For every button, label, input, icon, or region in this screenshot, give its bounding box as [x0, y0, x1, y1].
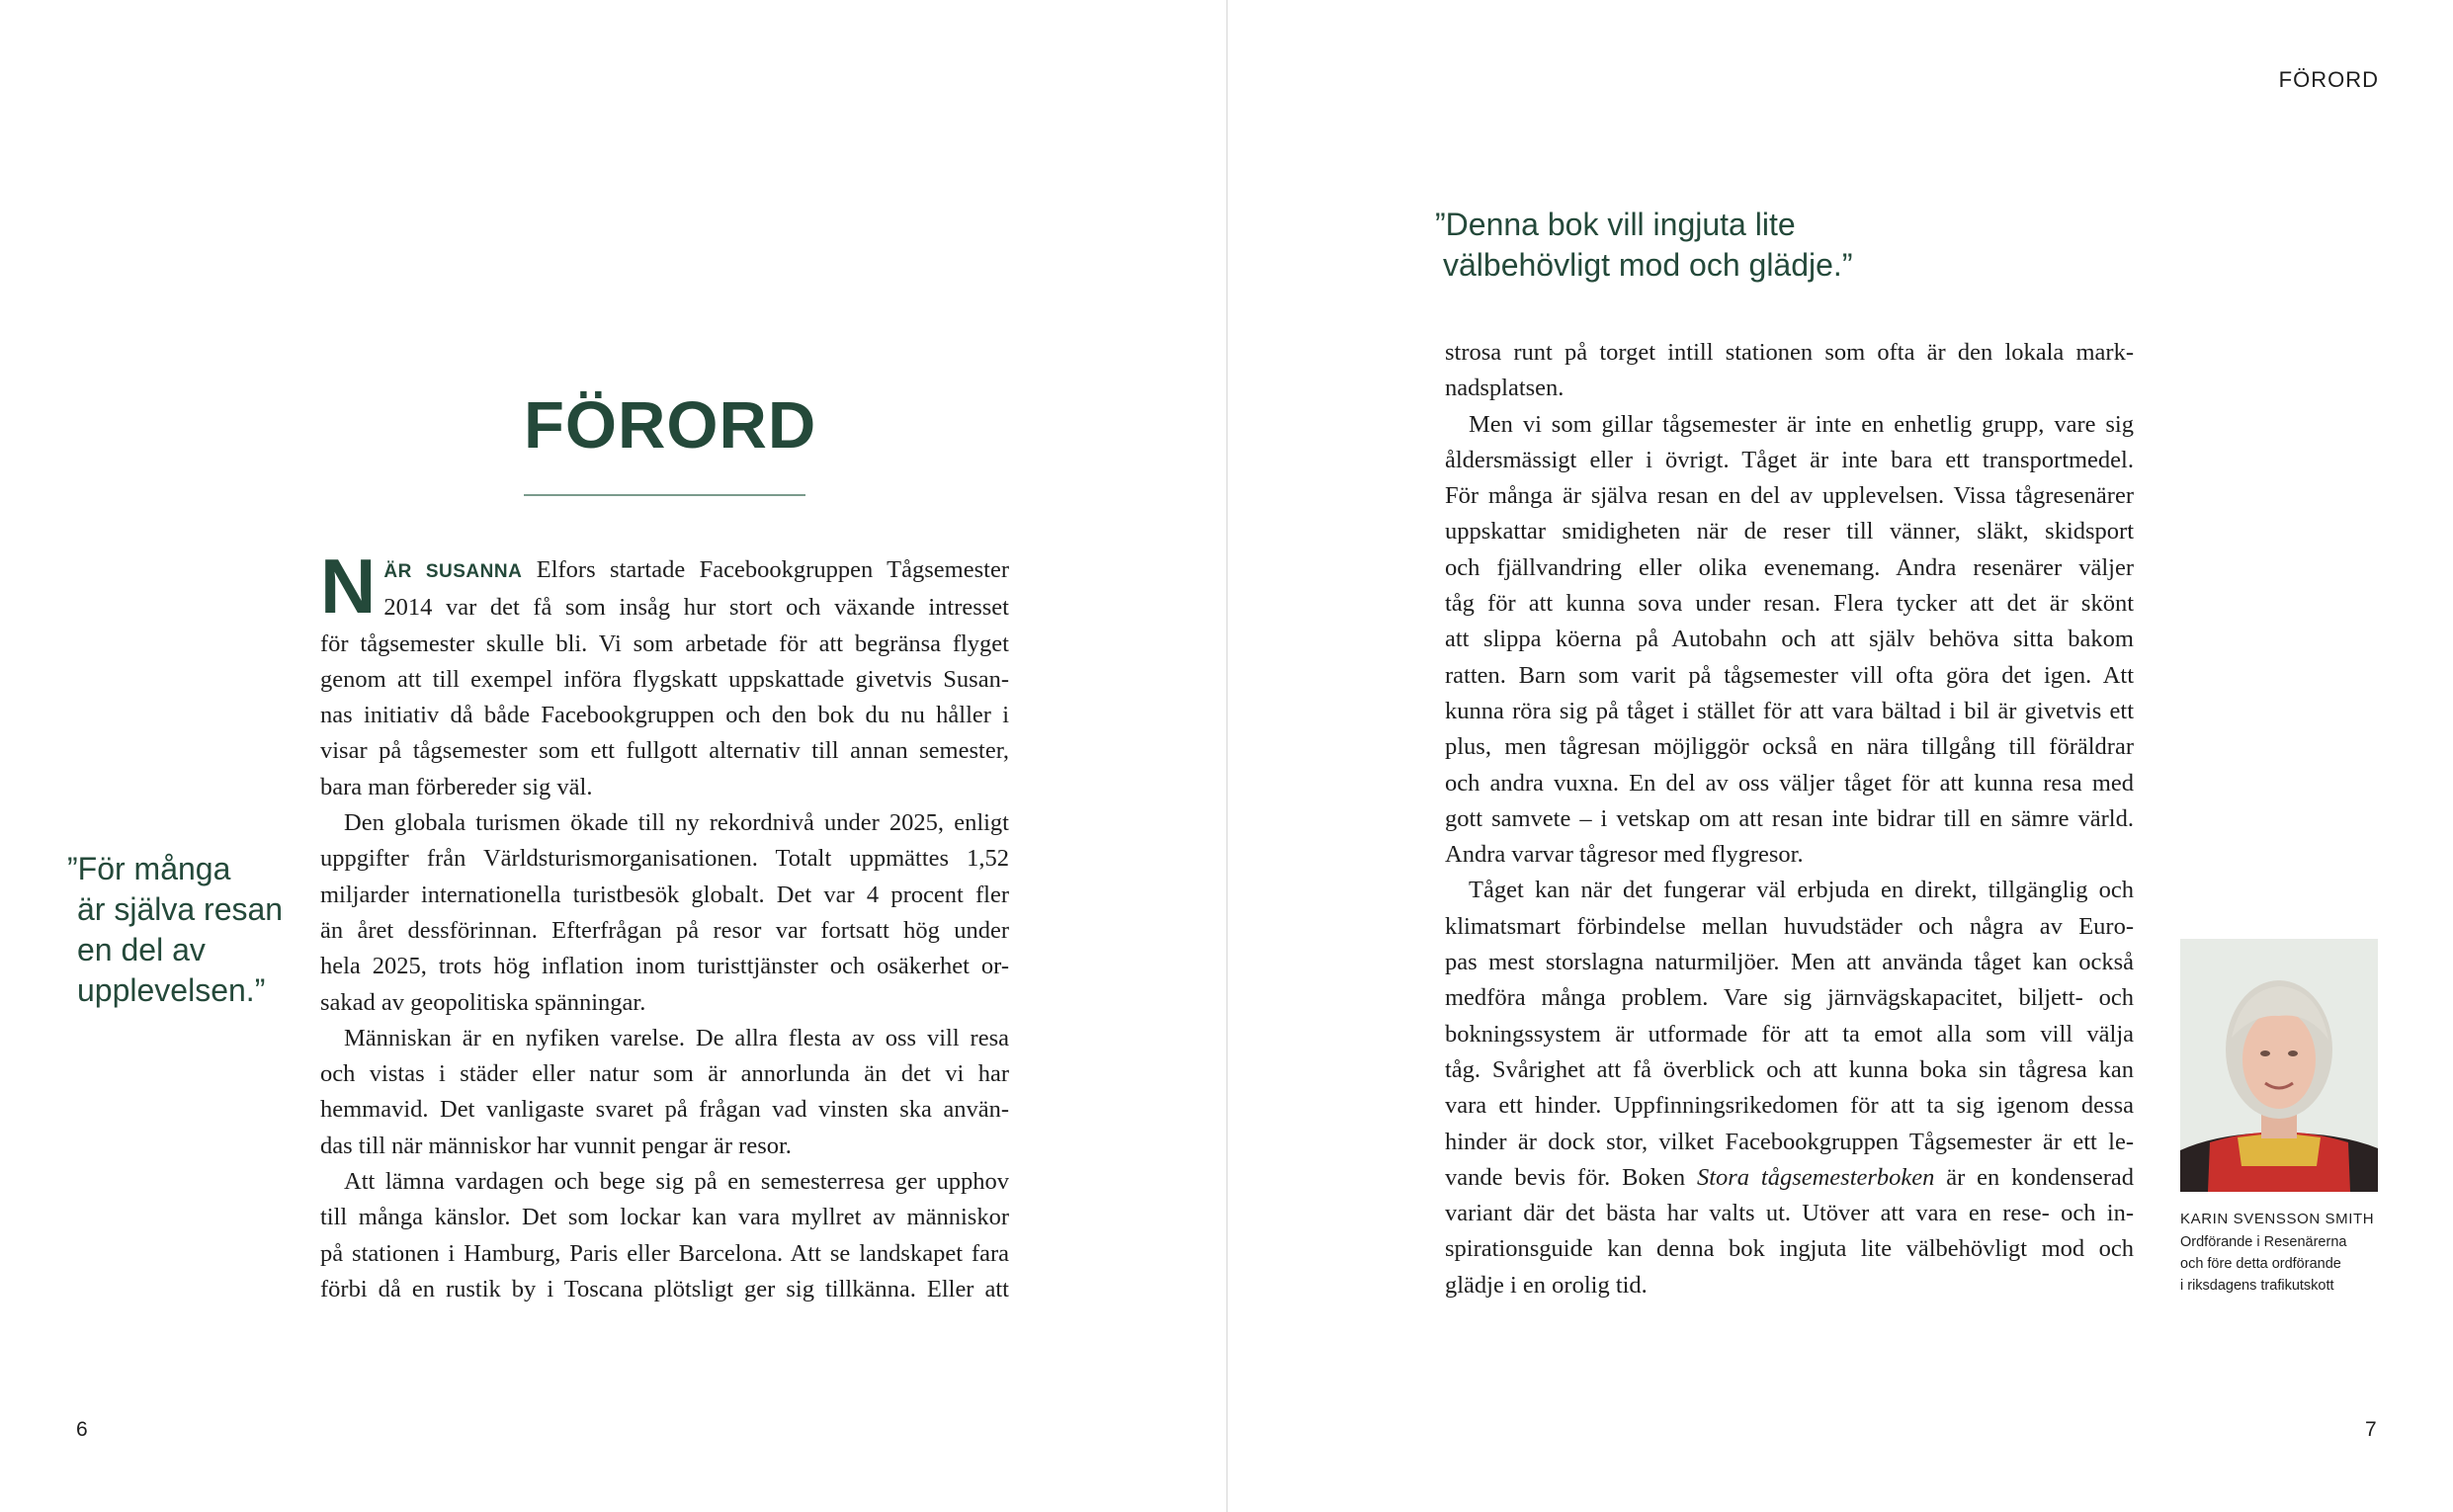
body-line: Tåget kan när det fungerar väl erbjuda en direkt, tillgänglig och — [1469, 877, 2134, 904]
left-pull-quote — [67, 849, 283, 1011]
body-line: uppgifter från Världsturismorganisationen. Totalt uppmättes 1,52 — [320, 845, 1009, 873]
body-line: och andra vuxna. En del av oss väljer tåget för att kunna resa med — [1445, 769, 2134, 797]
lead-in: ÄR SUSANNA — [383, 561, 523, 582]
body-line: uppskattar smidigheten när de reser till vänner, släkt, skidsport — [1445, 518, 2134, 546]
body-line: miljarder internationella turistbesök globalt. Det var 4 procent fler — [320, 881, 1009, 908]
body-line: bokningssystem är utformade för att ta emot alla som vill välja — [1445, 1020, 2134, 1048]
body-line: Den globala turismen ökade till ny rekordnivå under 2025, enligt — [344, 809, 1009, 837]
body-line: än året dessförinnan. Efterfrågan på resor var fortsatt hög under — [320, 916, 1009, 944]
body-line: att slippa köerna på Autobahn och att själv behöva sitta bakom — [1445, 626, 2134, 653]
left-page — [0, 0, 1226, 1512]
caption-name: KARIN SVENSSON SMITH — [2180, 1211, 2375, 1227]
pull-quote-line: välbehövligt mod och glädje.” — [1443, 247, 1853, 283]
body-line: Andra varvar tågresor med flygresor. — [1445, 841, 1804, 869]
body-line: kunna röra sig på tåget i stället för att vara bältad i bil är givetvis ett — [1445, 697, 2134, 724]
body-line: klimatsmart förbindelse mellan huvudstäder och några av Euro- — [1445, 912, 2134, 940]
body-line: das till när människor har vunnit pengar är resor. — [320, 1132, 792, 1159]
portrait-illustration — [2180, 939, 2378, 1192]
body-line: och fjällvandring eller olika evenemang. Andra resenärer väljer — [1445, 553, 2134, 581]
body-line: gott samvete – i vetskap om att resan inte bidrar till en sämre värld. — [1445, 804, 2134, 832]
pull-quote-line: ”För många — [67, 851, 231, 886]
caption-role-line: Ordförande i Resenärerna — [2180, 1234, 2347, 1250]
body-line: nadsplatsen. — [1445, 375, 1565, 402]
body-line: Att lämna vardagen och bege sig på en semesterresa ger upphov — [344, 1168, 1009, 1196]
body-line: plus, men tågresan möjliggör också en nära tillgång till föräldrar — [1445, 733, 2134, 761]
caption-role-line: i riksdagens trafikutskott — [2180, 1278, 2334, 1294]
title-underline — [524, 494, 805, 496]
portrait-caption — [2180, 1211, 2388, 1297]
body-line: strosa runt på torget intill stationen som ofta är den lokala mark- — [1445, 339, 2134, 366]
body-line: och vistas i städer eller natur som är annorlunda än det vi har — [320, 1060, 1009, 1088]
lead-rest: Elfors startade Facebookgruppen Tågsemester — [522, 556, 1009, 583]
right-body-text — [1445, 335, 2134, 1303]
body-line: åldersmässigt eller i övrigt. Tåget är inte bara ett transportmedel. — [1445, 446, 2134, 473]
page-number: 6 — [76, 1418, 88, 1441]
body-line: Men vi som gillar tågsemester är inte en enhetlig grupp, vare sig — [1469, 410, 2134, 438]
pull-quote-line: en del av — [77, 932, 206, 967]
body-line: visar på tågsemester som ett fullgott alternativ till annan semester, — [320, 737, 1009, 765]
body-line: medföra många problem. Vare sig järnvägskapacitet, biljett- och — [1445, 984, 2134, 1012]
body-line: förbi då en rustik by i Toscana plötsligt ger sig tillkänna. Eller att — [320, 1275, 1009, 1302]
body-line: spirationsguide kan denna bok ingjuta lite välbehövligt mod och — [1445, 1235, 2134, 1263]
body-line — [320, 552, 1009, 590]
body-line: vara ett hinder. Uppfinningsrikedomen för att ta sig igenom dessa — [1445, 1092, 2134, 1120]
page-title: FÖRORD — [524, 388, 817, 462]
pull-quote-line: är själva resan — [77, 891, 284, 927]
body-line: glädje i en orolig tid. — [1445, 1271, 1648, 1299]
body-line: variant där det bästa har valts ut. Utöver att vara en rese- och in- — [1445, 1200, 2134, 1227]
body-line: Människan är en nyfiken varelse. De allra flesta av oss vill resa — [344, 1024, 1009, 1051]
left-body-text — [320, 543, 1009, 1307]
body-line: bara man förbereder sig väl. — [320, 773, 593, 800]
pull-quote-line: ”Denna bok vill ingjuta lite — [1435, 207, 1796, 242]
caption-role-line: och före detta ordförande — [2180, 1256, 2341, 1272]
body-line: ratten. Barn som varit på tågsemester vill ofta göra det igen. Att — [1445, 661, 2134, 689]
body-line: genom att till exempel införa flygskatt uppskattade givetvis Susan- — [320, 665, 1009, 693]
body-line: pas mest storslagna naturmiljöer. Men att använda tåget kan också — [1445, 949, 2134, 976]
body-line: på stationen i Hamburg, Paris eller Barcelona. Att se landskapet fara — [320, 1239, 1009, 1267]
pull-quote-line: upplevelsen.” — [77, 972, 266, 1008]
author-portrait — [2180, 939, 2378, 1192]
body-line-part: vande bevis för. Boken — [1445, 1163, 1697, 1191]
body-line: 2014 var det få som insåg hur stort och växande intresset — [383, 594, 1009, 622]
drop-cap: N — [320, 543, 377, 630]
right-pull-quote — [1435, 205, 1852, 286]
book-title: Stora tågsemesterboken — [1696, 1163, 1935, 1191]
running-head: FÖRORD — [2278, 67, 2379, 92]
body-line: nas initiativ då både Facebookgruppen och den bok du nu håller i — [320, 702, 1009, 729]
body-line: tåg för att kunna sova under resan. Flera tycker att det är skönt — [1445, 590, 2134, 618]
body-line: sakad av geopolitiska spänningar. — [320, 988, 646, 1016]
body-line: För många är själva resan en del av upplevelsen. Vissa tågresenärer — [1445, 482, 2134, 510]
body-line: hinder är dock stor, vilket Facebookgruppen Tågsemester är ett le- — [1445, 1128, 2134, 1155]
body-line: till många känslor. Det som lockar kan vara myllret av människor — [320, 1204, 1009, 1231]
body-line: hela 2025, trots hög inflation inom turisttjänster och osäkerhet or- — [320, 953, 1009, 980]
body-line: för tågsemester skulle bli. Vi som arbetade för att begränsa flyget — [320, 630, 1009, 657]
body-line: tåg. Svårighet att få överblick och att kunna boka sin tågresa kan — [1445, 1055, 2134, 1083]
body-line-part: är en kondenserad — [1934, 1163, 2134, 1191]
body-line: hemmavid. Det vanligaste svaret på frågan vad vinsten ska använ- — [320, 1096, 1009, 1124]
body-line — [1445, 1160, 2134, 1196]
page-number: 7 — [2365, 1418, 2377, 1441]
